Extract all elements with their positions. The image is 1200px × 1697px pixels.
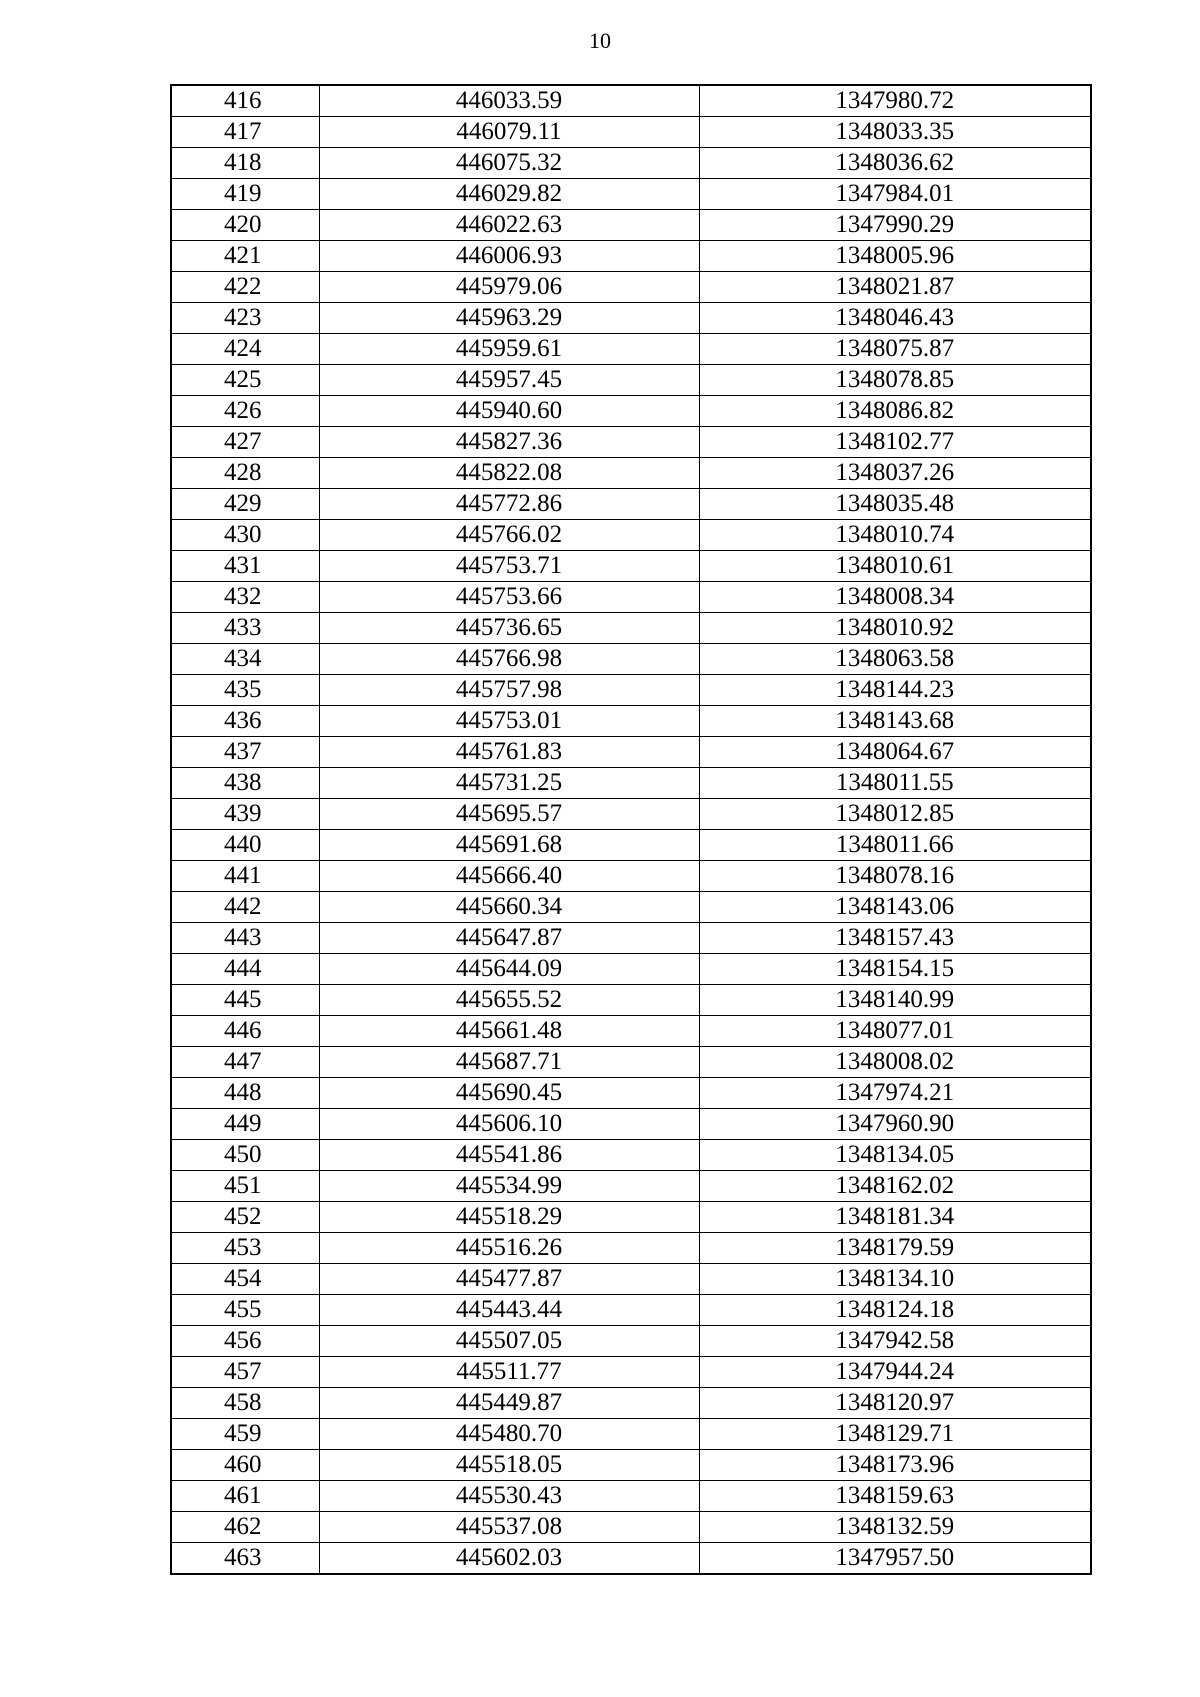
y-coordinate-cell: 1348140.99: [699, 985, 1091, 1016]
x-coordinate-cell: 445541.86: [319, 1140, 699, 1171]
table-row: [171, 458, 1091, 489]
point-number-cell: 445: [171, 985, 319, 1016]
point-number-cell: 459: [171, 1419, 319, 1450]
point-number-cell: 450: [171, 1140, 319, 1171]
table-row: [171, 210, 1091, 241]
point-number-cell: 446: [171, 1016, 319, 1047]
x-coordinate-cell: 446022.63: [319, 210, 699, 241]
x-coordinate-cell: 445449.87: [319, 1388, 699, 1419]
x-coordinate-cell: 445753.66: [319, 582, 699, 613]
x-coordinate-cell: 445644.09: [319, 954, 699, 985]
point-number-cell: 439: [171, 799, 319, 830]
table-row: [171, 1047, 1091, 1078]
x-coordinate-cell: 445827.36: [319, 427, 699, 458]
table-row: [171, 923, 1091, 954]
point-number-cell: 416: [171, 85, 319, 117]
y-coordinate-cell: 1348005.96: [699, 241, 1091, 272]
table-row: [171, 1481, 1091, 1512]
x-coordinate-cell: 445602.03: [319, 1543, 699, 1575]
point-number-cell: 435: [171, 675, 319, 706]
x-coordinate-cell: 445666.40: [319, 861, 699, 892]
table-row: [171, 954, 1091, 985]
y-coordinate-cell: 1348011.55: [699, 768, 1091, 799]
table-row: [171, 365, 1091, 396]
x-coordinate-cell: 446033.59: [319, 85, 699, 117]
y-coordinate-cell: 1348064.67: [699, 737, 1091, 768]
table-row: [171, 613, 1091, 644]
x-coordinate-cell: 446006.93: [319, 241, 699, 272]
y-coordinate-cell: 1348078.85: [699, 365, 1091, 396]
y-coordinate-cell: 1348143.06: [699, 892, 1091, 923]
point-number-cell: 462: [171, 1512, 319, 1543]
table-row: [171, 520, 1091, 551]
x-coordinate-cell: 445822.08: [319, 458, 699, 489]
point-number-cell: 419: [171, 179, 319, 210]
point-number-cell: 424: [171, 334, 319, 365]
table-row: [171, 427, 1091, 458]
table-row: [171, 1512, 1091, 1543]
table-row: [171, 644, 1091, 675]
table-row: [171, 1171, 1091, 1202]
point-number-cell: 425: [171, 365, 319, 396]
point-number-cell: 454: [171, 1264, 319, 1295]
table-row: [171, 396, 1091, 427]
table-row: [171, 551, 1091, 582]
x-coordinate-cell: 446029.82: [319, 179, 699, 210]
x-coordinate-cell: 445518.05: [319, 1450, 699, 1481]
x-coordinate-cell: 445534.99: [319, 1171, 699, 1202]
page-number: 10: [589, 28, 611, 53]
y-coordinate-cell: 1347957.50: [699, 1543, 1091, 1575]
table-row: [171, 582, 1091, 613]
x-coordinate-cell: 445606.10: [319, 1109, 699, 1140]
point-number-cell: 437: [171, 737, 319, 768]
x-coordinate-cell: 445957.45: [319, 365, 699, 396]
y-coordinate-cell: 1348134.05: [699, 1140, 1091, 1171]
point-number-cell: 456: [171, 1326, 319, 1357]
table-row: [171, 737, 1091, 768]
y-coordinate-cell: 1348035.48: [699, 489, 1091, 520]
y-coordinate-cell: 1347960.90: [699, 1109, 1091, 1140]
table-row: [171, 1543, 1091, 1575]
table-row: [171, 985, 1091, 1016]
x-coordinate-cell: 445477.87: [319, 1264, 699, 1295]
table-row: [171, 85, 1091, 117]
table-row: [171, 1326, 1091, 1357]
x-coordinate-cell: 445979.06: [319, 272, 699, 303]
x-coordinate-cell: 445443.44: [319, 1295, 699, 1326]
point-number-cell: 457: [171, 1357, 319, 1388]
y-coordinate-cell: 1348008.02: [699, 1047, 1091, 1078]
point-number-cell: 426: [171, 396, 319, 427]
y-coordinate-cell: 1348102.77: [699, 427, 1091, 458]
point-number-cell: 427: [171, 427, 319, 458]
x-coordinate-cell: 445507.05: [319, 1326, 699, 1357]
y-coordinate-cell: 1348037.26: [699, 458, 1091, 489]
x-coordinate-cell: 445736.65: [319, 613, 699, 644]
x-coordinate-cell: 445757.98: [319, 675, 699, 706]
y-coordinate-cell: 1348179.59: [699, 1233, 1091, 1264]
table-row: [171, 117, 1091, 148]
table-row: [171, 489, 1091, 520]
y-coordinate-cell: 1348159.63: [699, 1481, 1091, 1512]
x-coordinate-cell: 445761.83: [319, 737, 699, 768]
x-coordinate-cell: 445537.08: [319, 1512, 699, 1543]
point-number-cell: 452: [171, 1202, 319, 1233]
y-coordinate-cell: 1348008.34: [699, 582, 1091, 613]
y-coordinate-cell: 1348078.16: [699, 861, 1091, 892]
table-row: [171, 1450, 1091, 1481]
point-number-cell: 420: [171, 210, 319, 241]
y-coordinate-cell: 1348077.01: [699, 1016, 1091, 1047]
point-number-cell: 453: [171, 1233, 319, 1264]
y-coordinate-cell: 1348144.23: [699, 675, 1091, 706]
table-row: [171, 768, 1091, 799]
y-coordinate-cell: 1348143.68: [699, 706, 1091, 737]
y-coordinate-cell: 1347942.58: [699, 1326, 1091, 1357]
y-coordinate-cell: 1348011.66: [699, 830, 1091, 861]
x-coordinate-cell: 445518.29: [319, 1202, 699, 1233]
y-coordinate-cell: 1348157.43: [699, 923, 1091, 954]
y-coordinate-cell: 1348036.62: [699, 148, 1091, 179]
x-coordinate-cell: 445766.98: [319, 644, 699, 675]
x-coordinate-cell: 445772.86: [319, 489, 699, 520]
point-number-cell: 436: [171, 706, 319, 737]
x-coordinate-cell: 445731.25: [319, 768, 699, 799]
table-row: [171, 179, 1091, 210]
point-number-cell: 418: [171, 148, 319, 179]
table-row: [171, 1233, 1091, 1264]
y-coordinate-cell: 1347984.01: [699, 179, 1091, 210]
x-coordinate-cell: 445753.71: [319, 551, 699, 582]
x-coordinate-cell: 446079.11: [319, 117, 699, 148]
y-coordinate-cell: 1348086.82: [699, 396, 1091, 427]
y-coordinate-cell: 1347990.29: [699, 210, 1091, 241]
point-number-cell: 449: [171, 1109, 319, 1140]
point-number-cell: 431: [171, 551, 319, 582]
table-row: [171, 1202, 1091, 1233]
point-number-cell: 442: [171, 892, 319, 923]
table-row: [171, 861, 1091, 892]
y-coordinate-cell: 1348134.10: [699, 1264, 1091, 1295]
x-coordinate-cell: 445940.60: [319, 396, 699, 427]
x-coordinate-cell: 445695.57: [319, 799, 699, 830]
x-coordinate-cell: 445753.01: [319, 706, 699, 737]
y-coordinate-cell: 1347944.24: [699, 1357, 1091, 1388]
point-number-cell: 461: [171, 1481, 319, 1512]
y-coordinate-cell: 1348012.85: [699, 799, 1091, 830]
table-row: [171, 241, 1091, 272]
x-coordinate-cell: 445687.71: [319, 1047, 699, 1078]
point-number-cell: 434: [171, 644, 319, 675]
point-number-cell: 448: [171, 1078, 319, 1109]
point-number-cell: 422: [171, 272, 319, 303]
x-coordinate-cell: 445516.26: [319, 1233, 699, 1264]
table-row: [171, 334, 1091, 365]
y-coordinate-cell: 1347974.21: [699, 1078, 1091, 1109]
point-number-cell: 421: [171, 241, 319, 272]
table-row: [171, 1264, 1091, 1295]
x-coordinate-cell: 445655.52: [319, 985, 699, 1016]
table-row: [171, 1388, 1091, 1419]
point-number-cell: 428: [171, 458, 319, 489]
x-coordinate-cell: 445530.43: [319, 1481, 699, 1512]
table-row: [171, 799, 1091, 830]
point-number-cell: 429: [171, 489, 319, 520]
point-number-cell: 458: [171, 1388, 319, 1419]
x-coordinate-cell: 446075.32: [319, 148, 699, 179]
y-coordinate-cell: 1348010.61: [699, 551, 1091, 582]
table-row: [171, 1140, 1091, 1171]
table-row: [171, 830, 1091, 861]
y-coordinate-cell: 1347980.72: [699, 85, 1091, 117]
y-coordinate-cell: 1348181.34: [699, 1202, 1091, 1233]
y-coordinate-cell: 1348021.87: [699, 272, 1091, 303]
x-coordinate-cell: 445480.70: [319, 1419, 699, 1450]
point-number-cell: 432: [171, 582, 319, 613]
x-coordinate-cell: 445963.29: [319, 303, 699, 334]
y-coordinate-cell: 1348010.74: [699, 520, 1091, 551]
point-number-cell: 451: [171, 1171, 319, 1202]
point-number-cell: 440: [171, 830, 319, 861]
table-row: [171, 1078, 1091, 1109]
table-row: [171, 892, 1091, 923]
y-coordinate-cell: 1348132.59: [699, 1512, 1091, 1543]
y-coordinate-cell: 1348033.35: [699, 117, 1091, 148]
x-coordinate-cell: 445959.61: [319, 334, 699, 365]
table-row: [171, 272, 1091, 303]
x-coordinate-cell: 445691.68: [319, 830, 699, 861]
point-number-cell: 417: [171, 117, 319, 148]
point-number-cell: 441: [171, 861, 319, 892]
table-row: [171, 1295, 1091, 1326]
table-row: [171, 1419, 1091, 1450]
y-coordinate-cell: 1348154.15: [699, 954, 1091, 985]
table-row: [171, 706, 1091, 737]
coordinates-table: [170, 84, 1092, 1575]
point-number-cell: 438: [171, 768, 319, 799]
y-coordinate-cell: 1348124.18: [699, 1295, 1091, 1326]
y-coordinate-cell: 1348162.02: [699, 1171, 1091, 1202]
y-coordinate-cell: 1348173.96: [699, 1450, 1091, 1481]
coordinates-table-body: [171, 85, 1091, 1574]
table-row: [171, 1357, 1091, 1388]
table-row: [171, 148, 1091, 179]
point-number-cell: 447: [171, 1047, 319, 1078]
x-coordinate-cell: 445661.48: [319, 1016, 699, 1047]
point-number-cell: 444: [171, 954, 319, 985]
y-coordinate-cell: 1348075.87: [699, 334, 1091, 365]
y-coordinate-cell: 1348129.71: [699, 1419, 1091, 1450]
x-coordinate-cell: 445647.87: [319, 923, 699, 954]
table-row: [171, 1016, 1091, 1047]
y-coordinate-cell: 1348046.43: [699, 303, 1091, 334]
point-number-cell: 430: [171, 520, 319, 551]
point-number-cell: 460: [171, 1450, 319, 1481]
x-coordinate-cell: 445766.02: [319, 520, 699, 551]
x-coordinate-cell: 445660.34: [319, 892, 699, 923]
point-number-cell: 455: [171, 1295, 319, 1326]
y-coordinate-cell: 1348120.97: [699, 1388, 1091, 1419]
table-row: [171, 1109, 1091, 1140]
x-coordinate-cell: 445511.77: [319, 1357, 699, 1388]
x-coordinate-cell: 445690.45: [319, 1078, 699, 1109]
point-number-cell: 423: [171, 303, 319, 334]
y-coordinate-cell: 1348010.92: [699, 613, 1091, 644]
point-number-cell: 463: [171, 1543, 319, 1575]
table-row: [171, 303, 1091, 334]
point-number-cell: 443: [171, 923, 319, 954]
y-coordinate-cell: 1348063.58: [699, 644, 1091, 675]
table-row: [171, 675, 1091, 706]
point-number-cell: 433: [171, 613, 319, 644]
